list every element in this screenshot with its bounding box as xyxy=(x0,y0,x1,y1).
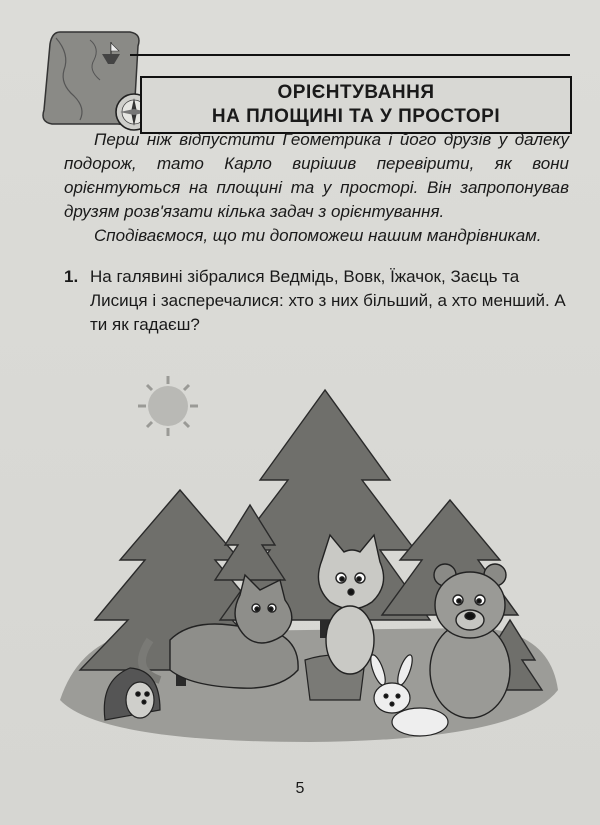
sun-icon xyxy=(138,376,198,436)
intro-paragraph: Сподіваємося, що ти допоможеш нашим мандрівникам. xyxy=(94,226,542,245)
task-1 xyxy=(64,265,569,337)
intro-paragraph: Перш ніж відпустити Геометрика і його друзів у далеку подорож, тато Карло вирішив перевірити, як вони орієнтуються на площині та у просторі. Він запропонував друзям розв'язати кілька задач з орієнтування. xyxy=(64,130,569,221)
page-title-line2: НА ПЛОЩИНІ ТА У ПРОСТОРІ xyxy=(211,106,501,127)
title-box xyxy=(140,76,572,134)
section-header xyxy=(30,24,570,134)
forest-illustration xyxy=(60,370,560,750)
intro-text xyxy=(64,128,569,248)
task-text: На галявині зібралися Ведмідь, Вовк, Їжачок, Заєць та Лисиця і засперечалися: хто з них більший, а хто менший. А ти як гадаєш? xyxy=(90,267,566,334)
header-rule xyxy=(130,54,570,56)
bear-icon xyxy=(430,564,510,718)
page-number: 5 xyxy=(295,780,305,797)
page-title-line1: ОРІЄНТУВАННЯ xyxy=(277,82,435,103)
task-number: 1. xyxy=(64,267,79,286)
